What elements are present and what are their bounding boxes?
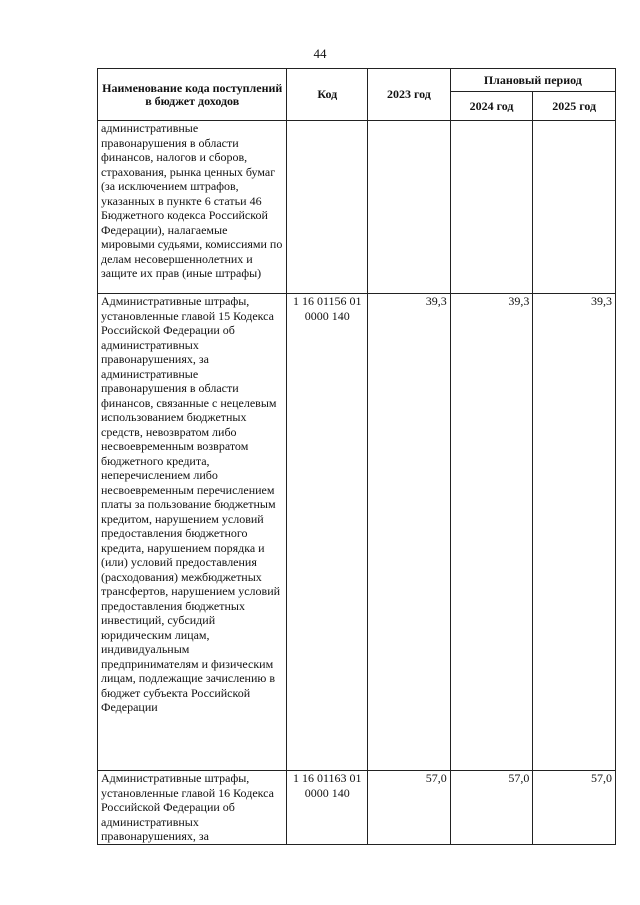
- table-row: [98, 121, 616, 294]
- header-planning-period: Плановый период: [450, 69, 615, 92]
- row-value-2025: 39,3: [533, 294, 616, 771]
- row-code: 1 16 01156 01 0000 140: [287, 294, 368, 771]
- budget-revenue-table: [97, 68, 616, 845]
- header-year-2023: 2023 год: [368, 69, 451, 121]
- row-value-2023: [368, 121, 451, 294]
- row-name: Административные штрафы, установленные главой 15 Кодекса Российской Федерации об административных правонарушениях, за административные правонарушения в области финансов, связанные с нецелевым использованием бюджетных средств, невозвратом либо несвоевременным возвратом бюджетного кредита, неперечислением либо несвоевременным перечислением платы за пользование бюджетным кредитом, нарушением условий предоставления бюджетного кредита, нарушением порядка и (или) условий предоставления (расходования) межбюджетных трансфертов, нарушением условий предоставления бюджетных инвестиций, субсидий юридическим лицам, индивидуальным предпринимателям и физическим лицам, подлежащие зачислению в бюджет субъекта Российской Федерации: [98, 294, 287, 771]
- table-header-row: [98, 69, 616, 92]
- table-row: [98, 294, 616, 771]
- row-value-2024: [450, 121, 533, 294]
- row-name: Административные штрафы, установленные главой 16 Кодекса Российской Федерации об административных правонарушениях, за: [98, 771, 287, 845]
- header-year-2024: 2024 год: [450, 92, 533, 121]
- row-value-2025: [533, 121, 616, 294]
- row-value-2025: 57,0: [533, 771, 616, 845]
- header-name: Наименование кода поступлений в бюджет доходов: [98, 69, 287, 121]
- row-value-2023: 39,3: [368, 294, 451, 771]
- row-value-2024: 57,0: [450, 771, 533, 845]
- page-number: 44: [313, 46, 327, 61]
- header-code: Код: [287, 69, 368, 121]
- row-value-2024: 39,3: [450, 294, 533, 771]
- row-code: [287, 121, 368, 294]
- row-name: административные правонарушения в области финансов, налогов и сборов, страхования, рынка ценных бумаг (за исключением штрафов, указанных в пункте 6 статьи 46 Бюджетного кодекса Российской Федерации), налагаемые мировыми судьями, комиссиями по делам несовершеннолетних и защите их прав (иные штрафы): [98, 121, 287, 294]
- row-code: 1 16 01163 01 0000 140: [287, 771, 368, 845]
- table-row: [98, 771, 616, 845]
- header-year-2025: 2025 год: [533, 92, 616, 121]
- row-value-2023: 57,0: [368, 771, 451, 845]
